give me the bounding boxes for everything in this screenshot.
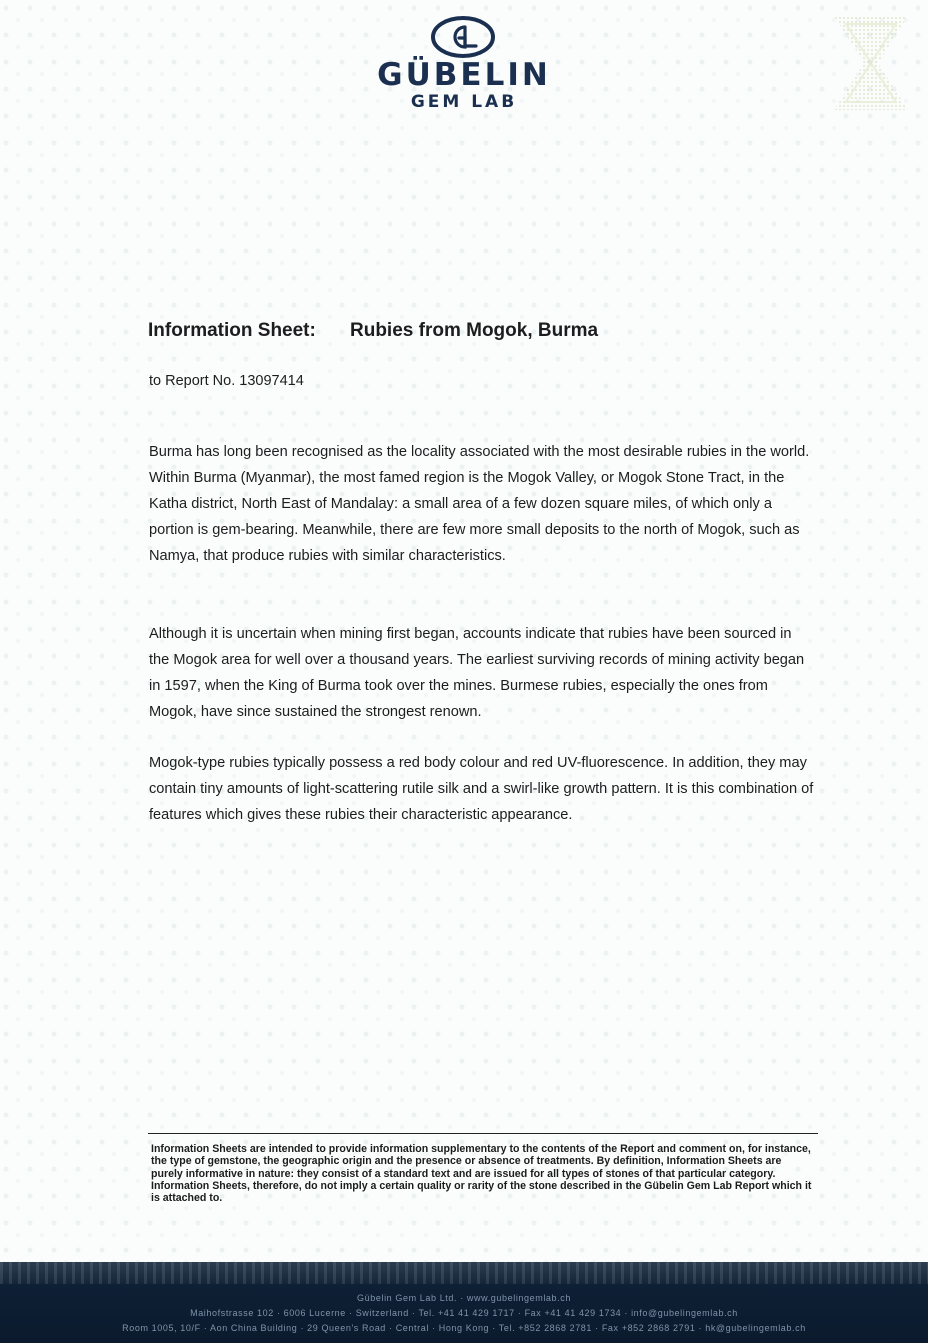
paragraph-locality: Burma has long been recognised as the locality associated with the most desirable rubies in the world. Within Burma (Myanmar), the most famed region is the Mogok Valley, or Mogok Stone Tract, in the Katha district, North East of Mandalay: a small area of a few dozen square miles, of which only a portion is gem-bearing. Meanwhile, there are few more small deposits to the north of Mogok, such as Namya, that produce rubies with similar characteristics.	[149, 444, 810, 564]
disclaimer-divider	[148, 1133, 818, 1134]
paragraph-characteristics: Mogok-type rubies typically possess a red body colour and red UV-fluorescence. In addition, they may contain tiny amounts of light-scattering rutile silk and a swirl-like growth pattern. It is this combination of features which gives these rubies their characteristic appearance.	[149, 755, 814, 823]
paragraph-history: Although it is uncertain when mining first began, accounts indicate that rubies have been sourced in the Mogok area for well over a thousand years. The earliest surviving records of mining activity began in 1597, when the King of Burma took over the mines. Burmese rubies, especially the ones from Mogok, have since sustained the strongest renown.	[149, 626, 805, 720]
footer-hongkong-address: Room 1005, 10/F · Aon China Building · 29 Queen's Road · Central · Hong Kong · Tel. +852 2868 2781 · Fax +852 2868 2791 · hk@gubelingemlab.ch	[122, 1323, 806, 1333]
page-footer	[0, 1262, 928, 1343]
footer-decorative-band	[0, 1262, 928, 1284]
title-subject: Rubies from Mogok, Burma	[350, 320, 599, 341]
logo-subtitle: GEM LAB	[410, 92, 518, 112]
disclaimer-text: Information Sheets are intended to provide information supplementary to the contents of the Report and comment on, for instance, the type of gemstone, the geographic origin and the presence or absence of treatments. By definition, Information Sheets are purely informative in nature: they consist of a standard text and are issued for all types of stones of that particular category. Information Sheets, therefore, do not imply a certain quality or rarity of the stone described in the Gübelin Gem Lab Report which it is attached to.	[151, 1143, 812, 1205]
logo-wordmark: GÜBELIN	[377, 57, 551, 93]
footer-lucerne-address: Maihofstrasse 102 · 6006 Lucerne · Switzerland · Tel. +41 41 429 1717 · Fax +41 41 429 1734 · info@gubelingemlab.ch	[190, 1308, 738, 1318]
report-reference: to Report No. 13097414	[149, 373, 304, 389]
page-title	[148, 320, 598, 346]
security-x-watermark-icon	[826, 12, 916, 114]
gubelin-gl-emblem-icon	[431, 16, 495, 58]
footer-company-line: Gübelin Gem Lab Ltd. · www.gubelingemlab.ch	[357, 1293, 571, 1303]
title-label: Information Sheet:	[148, 320, 316, 341]
gubelin-logo	[346, 16, 582, 112]
